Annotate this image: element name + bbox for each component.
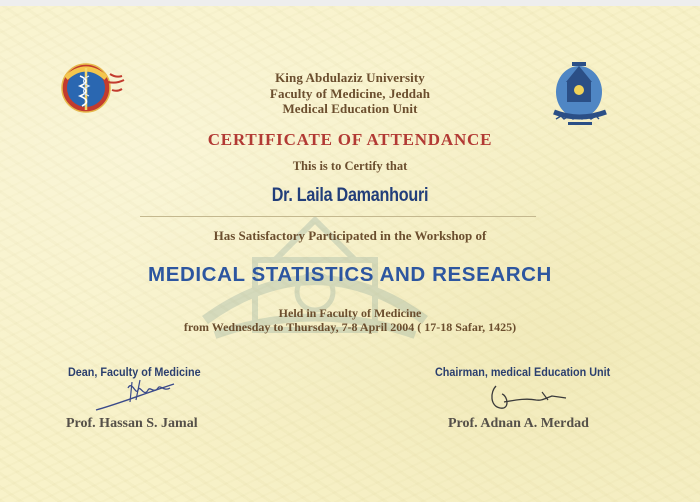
faculty-name: Faculty of Medicine, Jeddah xyxy=(269,85,431,101)
recipient-name: Dr. Laila Damanhouri xyxy=(271,185,429,206)
participation-line: Has Satisfactory Participated in the Workshop of xyxy=(213,228,487,243)
dean-role: Dean, Faculty of Medicine xyxy=(68,365,201,379)
dean-signature-icon xyxy=(88,376,188,416)
chairman-name: Prof. Adnan A. Merdad xyxy=(448,416,589,431)
dean-name: Prof. Hassan S. Jamal xyxy=(66,416,198,431)
certificate-title: CERTIFICATE OF ATTENDANCE xyxy=(207,130,493,149)
workshop-title: MEDICAL STATISTICS AND RESEARCH xyxy=(148,263,552,286)
chairman-role: Chairman, medical Education Unit xyxy=(435,365,611,379)
venue-line: Held in Faculty of Medicine xyxy=(278,306,422,320)
unit-name: Medical Education Unit xyxy=(282,101,418,116)
date-line: from Wednesday to Thursday, 7-8 April 2004 ( 17-18 Safar, 1425) xyxy=(183,320,517,334)
institution-header xyxy=(0,70,700,117)
university-name: King Abdulaziz University xyxy=(275,70,425,85)
certify-line: This is to Certify that xyxy=(292,159,408,173)
chairman-signature-icon xyxy=(482,378,572,416)
venue-and-date xyxy=(0,306,700,334)
scan-edge xyxy=(0,0,700,6)
recipient-underline xyxy=(140,216,536,217)
